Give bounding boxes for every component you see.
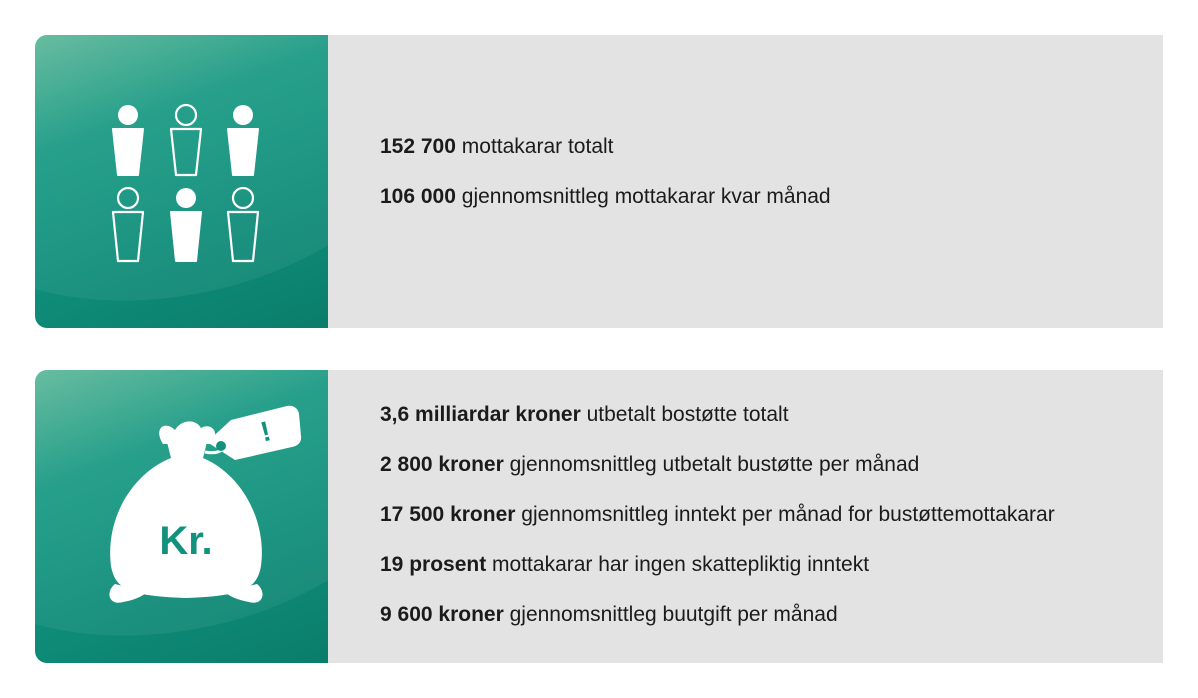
stat-text: mottakarar har ingen skattepliktig inntekt <box>492 552 870 576</box>
person-filled-icon <box>228 105 258 175</box>
stat-total-recipients <box>380 122 1163 172</box>
money-card <box>35 370 1163 663</box>
stat-value: 17 500 kroner <box>380 502 516 526</box>
stat-housing-cost <box>380 590 1163 640</box>
stat-value: 3,6 milliardar kroner <box>380 402 581 426</box>
recipients-icon-panel <box>35 35 328 328</box>
stat-value: 106 000 <box>380 184 456 208</box>
people-group-icon <box>35 35 328 328</box>
money-icon-panel <box>35 370 328 663</box>
tag-label: ! <box>257 415 274 448</box>
stat-no-taxable-income <box>380 540 1163 590</box>
money-bag-icon <box>35 370 328 663</box>
money-stats <box>328 370 1163 663</box>
recipients-stats <box>328 35 1163 328</box>
stat-text: gjennomsnittleg utbetalt bustøtte per månad <box>509 452 920 476</box>
stat-average-income <box>380 490 1163 540</box>
person-outline-icon <box>171 105 201 175</box>
bag-label: Kr. <box>159 519 213 563</box>
stat-text: gjennomsnittleg inntekt per månad for bustøttemottakarar <box>521 502 1055 526</box>
stat-monthly-recipients <box>380 172 1163 222</box>
stat-text: gjennomsnittleg buutgift per månad <box>509 602 838 626</box>
stat-text: mottakarar totalt <box>461 134 614 158</box>
stat-value: 9 600 kroner <box>380 602 504 626</box>
stat-value: 152 700 <box>380 134 456 158</box>
person-outline-icon <box>113 188 143 261</box>
recipients-card <box>35 35 1163 328</box>
person-filled-icon <box>171 188 201 261</box>
stat-total-paid <box>380 390 1163 440</box>
stat-text: gjennomsnittleg mottakarar kvar månad <box>461 184 831 208</box>
person-filled-icon <box>113 105 143 175</box>
stat-average-paid <box>380 440 1163 490</box>
stat-value: 19 prosent <box>380 552 487 576</box>
stat-value: 2 800 kroner <box>380 452 504 476</box>
person-outline-icon <box>228 188 258 261</box>
stat-text: utbetalt bostøtte totalt <box>586 402 789 426</box>
